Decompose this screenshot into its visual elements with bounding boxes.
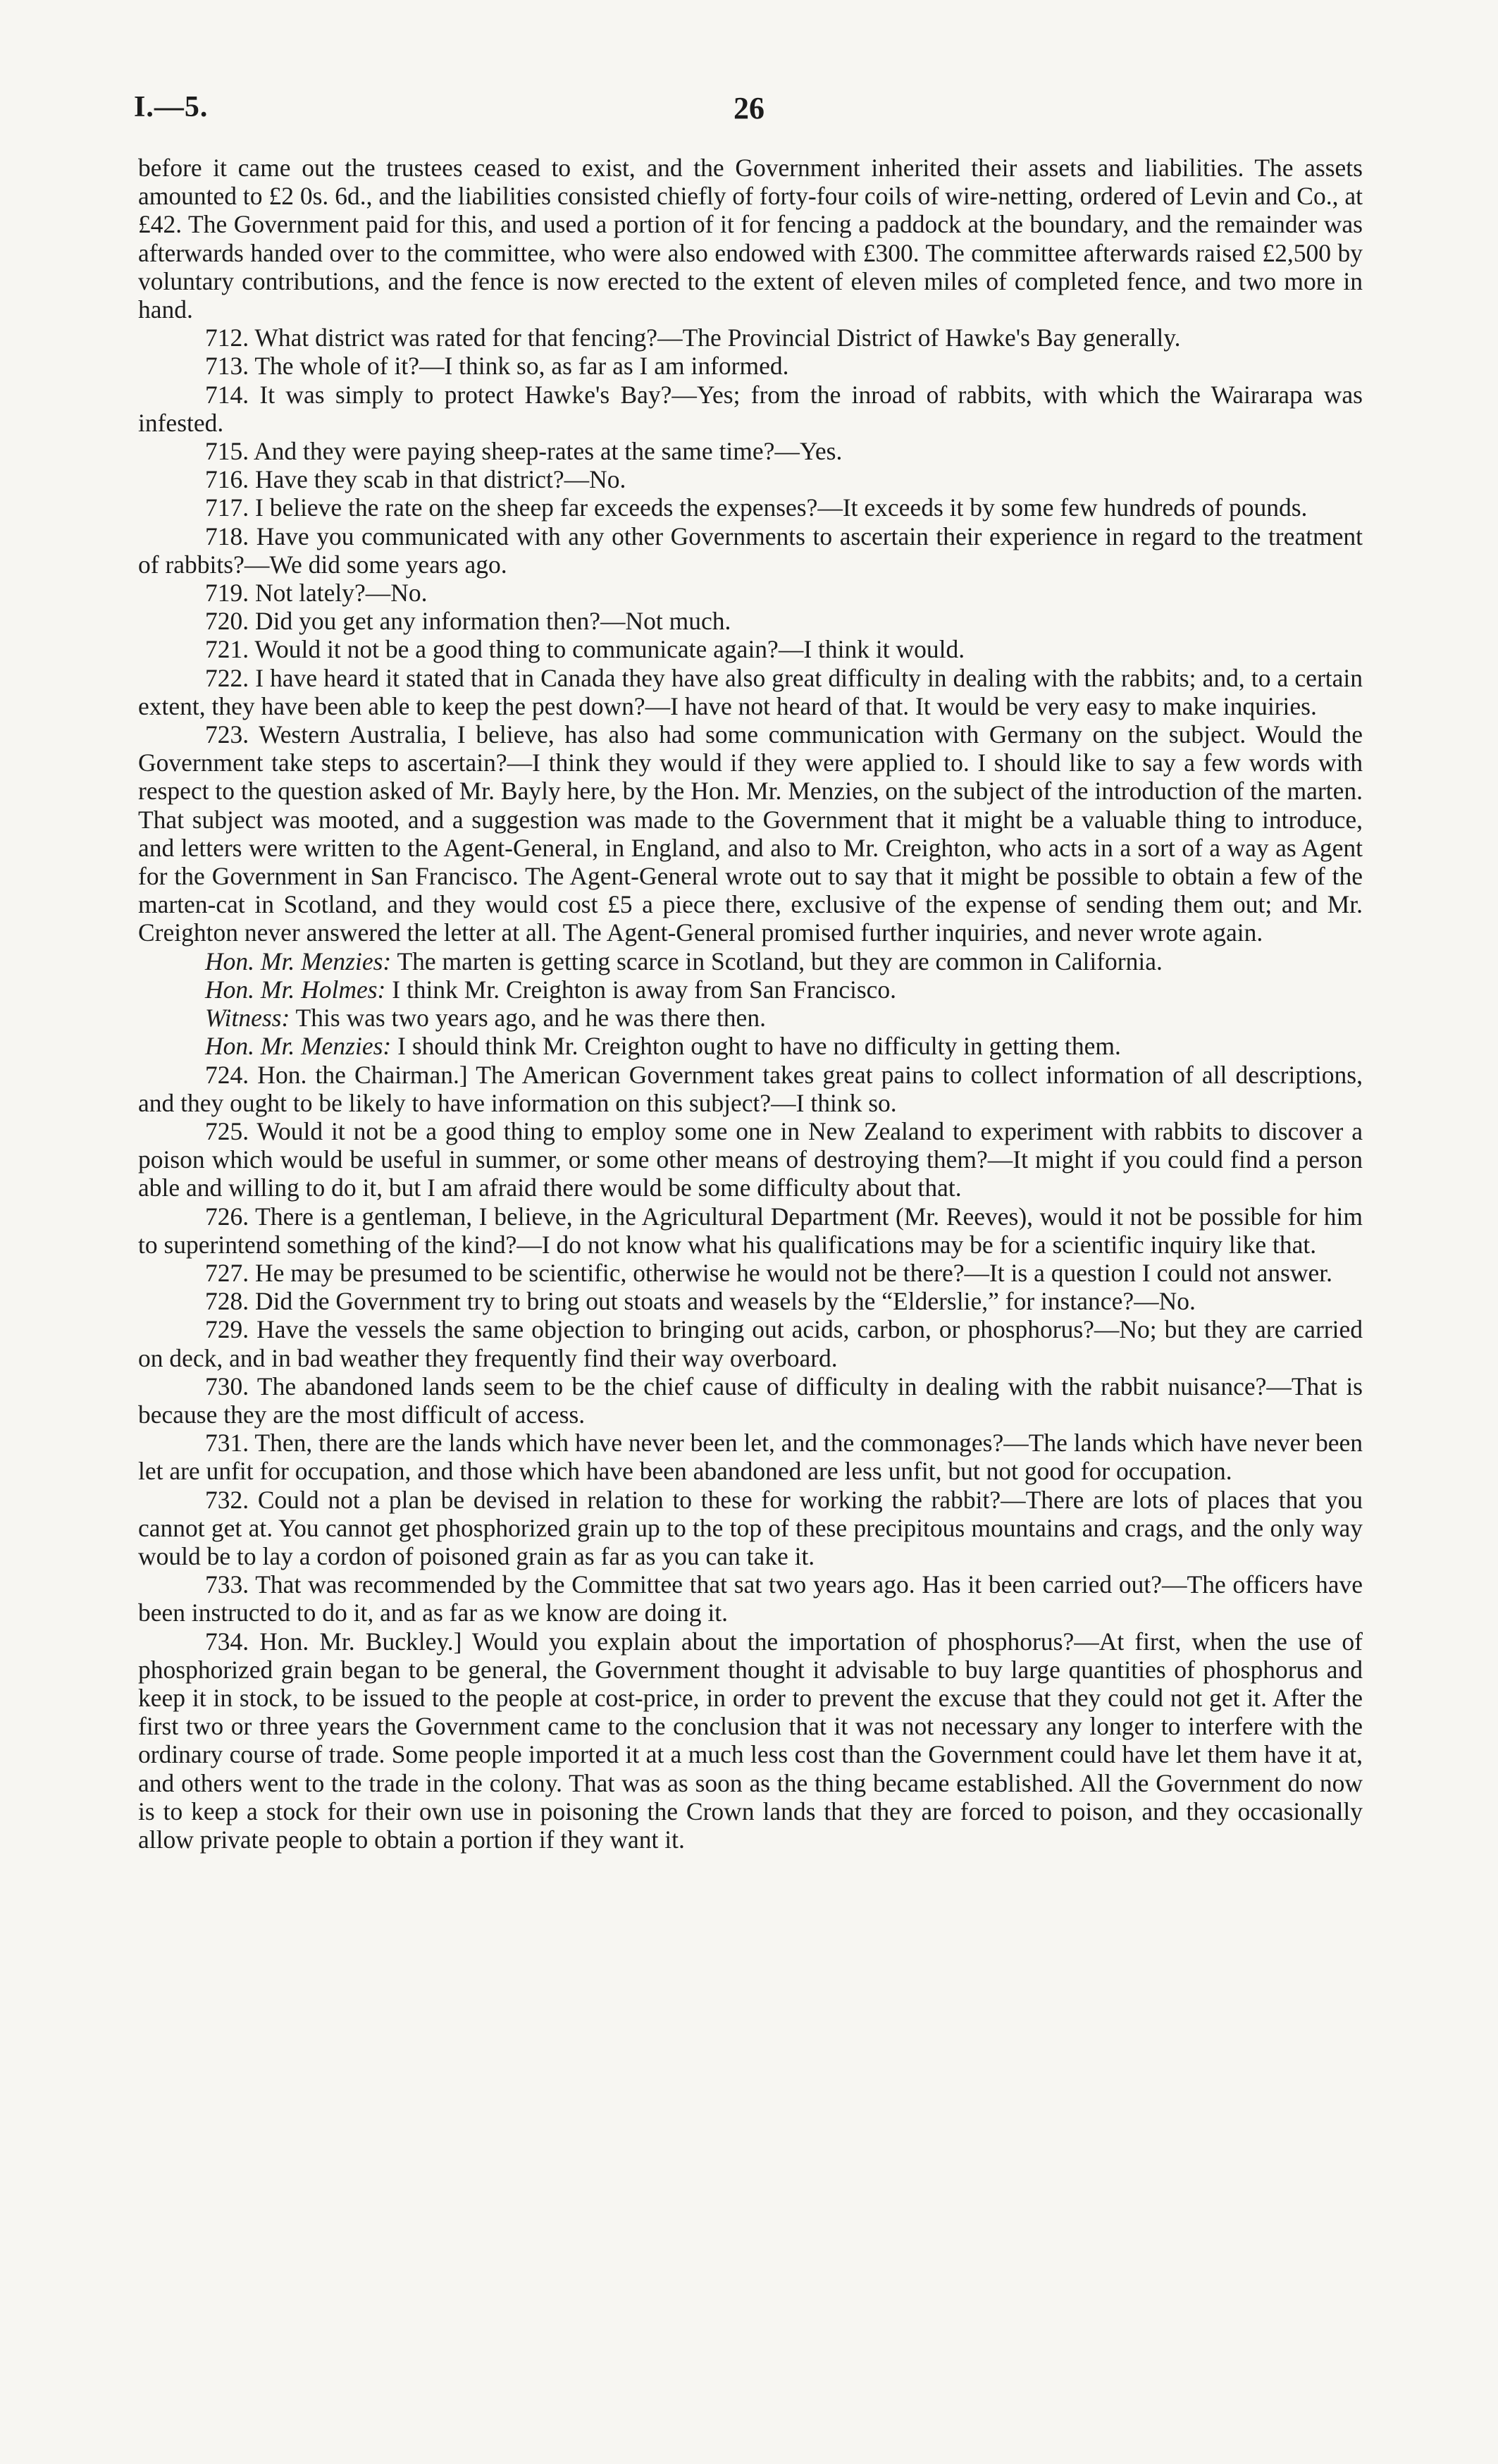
paragraph-text: 734. Hon. Mr. Buckley.] Would you explain about the importation of phosphorus?—At first, when the use of phosphorized grain began to be general, the Government thought it advisable to buy large quantities of phosphorus and keep it in stock, to be issued to the people at cost-price, in order to prevent the excuse that they could not get it. After the first two or three years the Government came to the conclusion that it was not necessary any longer to interfere with the ordinary course of trade. Some people imported it at a much less cost than the Government could have let them have it at, and others went to the trade in the colony. That was as soon as the thing became established. All the Government do now is to keep a stock for their own use in poisoning the Crown lands that they are forced to poison, and they occasionally allow private people to obtain a portion if they want it.	[138, 1627, 1363, 1854]
paragraph	[138, 1570, 1363, 1627]
paragraph	[138, 1259, 1363, 1287]
paragraph-text: 722. I have heard it stated that in Canada they have also great difficulty in dealing with the rabbits; and, to a certain extent, they have been able to keep the pest down?—I have not heard of that. It would be very easy to make inquiries.	[138, 663, 1363, 720]
paragraph	[138, 635, 1363, 663]
paragraph	[138, 607, 1363, 635]
paragraph-text: 732. Could not a plan be devised in relation to these for working the rabbit?—There are lots of places that you cannot get at. You cannot get phosphorized grain up to the top of these precipitous mountains and crags, and the only way would be to lay a cordon of poisoned grain as far as you can take it.	[138, 1485, 1363, 1570]
paragraph-text: This was two years ago, and he was there then.	[295, 1004, 766, 1033]
speaker-label: Hon. Mr. Holmes:	[205, 975, 386, 1004]
paragraph-text: 717. I believe the rate on the sheep far exceeds the expenses?—It exceeds it by some few hundreds of pounds.	[205, 493, 1308, 522]
document-reference: I.—5.	[134, 91, 209, 123]
paragraph	[138, 324, 1363, 352]
paragraph	[138, 1032, 1363, 1060]
paragraph-text: 729. Have the vessels the same objection to bringing out acids, carbon, or phosphorus?—No; but they are carried on deck, and in bad weather they frequently find their way overboard.	[138, 1315, 1363, 1372]
paragraph-text: 715. And they were paying sheep-rates at the same time?—Yes.	[205, 437, 843, 466]
paragraph-text: 731. Then, there are the lands which have never been let, and the commonages?—The lands which have never been let are unfit for occupation, and those which have been abandoned are less unfit, but not good for occupation.	[138, 1429, 1363, 1486]
page-header	[134, 90, 1364, 133]
paragraph	[138, 352, 1363, 380]
paragraph	[138, 1117, 1363, 1202]
paragraph	[138, 465, 1363, 493]
paragraph-text: 716. Have they scab in that district?—No.	[205, 465, 626, 494]
paragraph	[138, 579, 1363, 607]
paragraph	[138, 1315, 1363, 1372]
paragraph-text: 714. It was simply to protect Hawke's Bay?—Yes; from the inroad of rabbits, with which the Wairarapa was infested.	[138, 380, 1363, 437]
paragraph	[138, 1202, 1363, 1259]
paragraph-text: 724. Hon. the Chairman.] The American Government takes great pains to collect information of all descriptions, and they ought to be likely to have information on this subject?—I think so.	[138, 1060, 1363, 1117]
paragraph	[138, 1004, 1363, 1032]
paragraph-text: 721. Would it not be a good thing to communicate again?—I think it would.	[205, 635, 965, 664]
speaker-label: Hon. Mr. Menzies:	[205, 1032, 392, 1061]
paragraph-text: 728. Did the Government try to bring out stoats and weasels by the “Eldersl​ie,” for instance?—No.	[205, 1287, 1196, 1316]
paragraph	[138, 720, 1363, 947]
paragraph	[138, 1486, 1363, 1571]
paragraph-text: 720. Did you get any information then?—Not much.	[205, 607, 731, 636]
paragraph	[138, 664, 1363, 720]
paragraph	[138, 947, 1363, 975]
paragraph	[138, 1627, 1363, 1854]
paragraph-text: 727. He may be presumed to be scientific, otherwise he would not be there?—It is a question I could not answer.	[205, 1258, 1333, 1287]
page-number: 26	[733, 91, 765, 125]
body-text	[138, 154, 1363, 1854]
paragraph-text: 719. Not lately?—No.	[205, 579, 428, 608]
paragraph-text: 726. There is a gentleman, I believe, in the Agricultural Department (Mr. Reeves), would it not be possible for him to superintend something of the kind?—I do not know what his qualifications may be for a scientific inquiry like that.	[138, 1202, 1363, 1259]
paragraph-text: 723. Western Australia, I believe, has also had some communication with Germany on the subject. Would the Government take steps to ascertain?—I think they would if they were applied to. I should like to say a few words with respect to the question asked of Mr. Bayly here, by the Hon. Mr. Menzies, on the subject of the introduction of the marten. That subject was mooted, and a suggestion was made to the Government that it might be a valuable thing to introduce, and letters were written to the Agent-General, in England, and also to Mr. Creighton, who acts in a sort of a way as Agent for the Government in San Francisco. The Agent-General wrote out to say that it might be possible to obtain a few of the marten-cat in Scotland, and they would cost £5 a piece there, exclusive of the expense of sending them out; and Mr. Creighton never answered the letter at all. The Agent-General promised further inquiries, and never wrote again.	[138, 720, 1363, 947]
paragraph	[138, 1061, 1363, 1117]
paragraph-text: 730. The abandoned lands seem to be the chief cause of difficulty in dealing with the rabbit nuisance?—That is because they are the most difficult of access.	[138, 1372, 1363, 1429]
paragraph	[138, 437, 1363, 465]
paragraph-text: 712. What district was rated for that fencing?—The Provincial District of Hawke's Bay generally.	[205, 324, 1181, 352]
paragraph-text: 713. The whole of it?—I think so, as far as I am informed.	[205, 352, 789, 381]
paragraph	[138, 493, 1363, 522]
paragraph	[138, 381, 1363, 437]
paragraph-text: before it came out the trustees ceased to exist, and the Government inherited their assets and liabilities. The assets amounted to £2 0s. 6d., and the liabilities consisted chiefly of forty-four coils of wire-netting, ordered of Levin and Co., at £42. The Government paid for this, and used a portion of it for fencing a paddock at the boundary, and the remainder was afterwards handed over to the committee, who were also endowed with £300. The committee afterwards raised £2,500 by voluntary contributions, and the fence is now erected to the extent of eleven miles of completed fence, and two more in hand.	[138, 154, 1363, 324]
paragraph-text: I should think Mr. Creighton ought to have no difficulty in getting them.	[397, 1032, 1121, 1061]
paragraph-text: I think Mr. Creighton is away from San Francisco.	[392, 975, 897, 1004]
speaker-label: Witness:	[205, 1004, 290, 1033]
speaker-label: Hon. Mr. Menzies:	[205, 947, 392, 975]
paragraph	[138, 1429, 1363, 1485]
paragraph	[138, 1372, 1363, 1429]
paragraph	[138, 154, 1363, 324]
paragraph-text: 733. That was recommended by the Committee that sat two years ago. Has it been carried out?—The officers have been instructed to do it, and as far as we know are doing it.	[138, 1570, 1363, 1627]
paragraph	[138, 1287, 1363, 1315]
paragraph-text: 718. Have you communicated with any other Governments to ascertain their experience in regard to the treatment of rabbits?—We did some years ago.	[138, 522, 1363, 579]
paragraph	[138, 975, 1363, 1004]
paragraph-text: 725. Would it not be a good thing to employ some one in New Zealand to experiment with rabbits to discover a poison which would be useful in summer, or some other means of destroying them?—It might if you could find a person able and willing to do it, but I am afraid there would be some difficulty about that.	[138, 1116, 1363, 1202]
paragraph-text: The marten is getting scarce in Scotland, but they are common in California.	[397, 947, 1163, 975]
paragraph	[138, 522, 1363, 579]
